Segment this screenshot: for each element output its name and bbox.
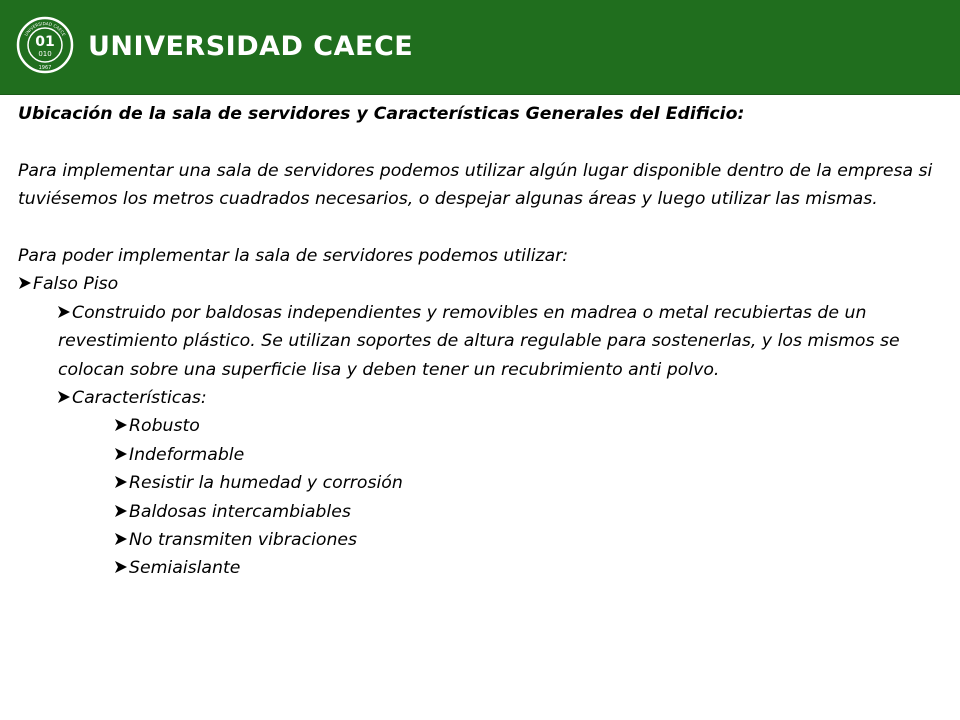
sub-item-label: Características: <box>72 388 207 409</box>
feature-label: Robusto <box>129 416 200 437</box>
feature-item <box>18 469 938 497</box>
university-seal-icon <box>16 16 74 74</box>
feature-item <box>18 498 938 526</box>
arrow-bullet-icon <box>114 418 128 432</box>
feature-label: Baldosas intercambiables <box>129 501 351 522</box>
svg-text:UNIVERSIDAD CAECE: UNIVERSIDAD CAECE <box>23 20 67 37</box>
feature-label: No transmiten vibraciones <box>129 530 358 551</box>
arrow-bullet-icon <box>57 305 71 319</box>
feature-label: Indeformable <box>129 444 245 465</box>
arrow-bullet-icon <box>114 504 128 518</box>
arrow-bullet-icon <box>114 475 128 489</box>
feature-item <box>18 441 938 469</box>
svg-text:01: 01 <box>35 34 55 50</box>
feature-label: Resistir la humedad y corrosión <box>129 473 403 494</box>
spacer <box>18 128 938 156</box>
page-heading: Ubicación de la sala de servidores y Características Generales del Edificio: <box>18 104 745 124</box>
header-bar <box>0 0 960 95</box>
arrow-bullet-icon <box>114 447 128 461</box>
list-item-falso-piso <box>18 270 938 298</box>
arrow-bullet-icon <box>18 276 32 290</box>
feature-item <box>18 412 938 440</box>
sub-item-label: Construido por baldosas independientes y removibles en madrea o metal recubiertas de un revestimiento plástico. Se utilizan soportes de altura regulable para sostenerlas, y los mismos se colocan sobre una superficie lisa y deben tener un recubrimiento anti polvo. <box>58 302 900 380</box>
arrow-bullet-icon <box>114 560 128 574</box>
feature-item <box>18 526 938 554</box>
list-intro-paragraph: Para poder implementar la sala de servidores podemos utilizar: <box>18 246 569 266</box>
slide-content <box>18 100 938 583</box>
intro-paragraph: Para implementar una sala de servidores podemos utilizar algún lugar disponible dentro de la empresa si tuviésemos los metros cuadrados necesarios, o despejar algunas áreas y luego utilizar las mismas. <box>18 160 933 210</box>
feature-item <box>18 554 938 582</box>
list-item-label: Falso Piso <box>33 274 119 295</box>
sub-item-description <box>18 299 938 384</box>
svg-text:1967: 1967 <box>38 65 52 71</box>
svg-text:010: 010 <box>38 50 52 58</box>
brand-name: UNIVERSIDAD CAECE <box>88 31 414 62</box>
arrow-bullet-icon <box>57 390 71 404</box>
spacer <box>18 214 938 242</box>
feature-label: Semiaislante <box>129 558 241 579</box>
arrow-bullet-icon <box>114 532 128 546</box>
sub-item-caracteristicas <box>18 384 938 412</box>
